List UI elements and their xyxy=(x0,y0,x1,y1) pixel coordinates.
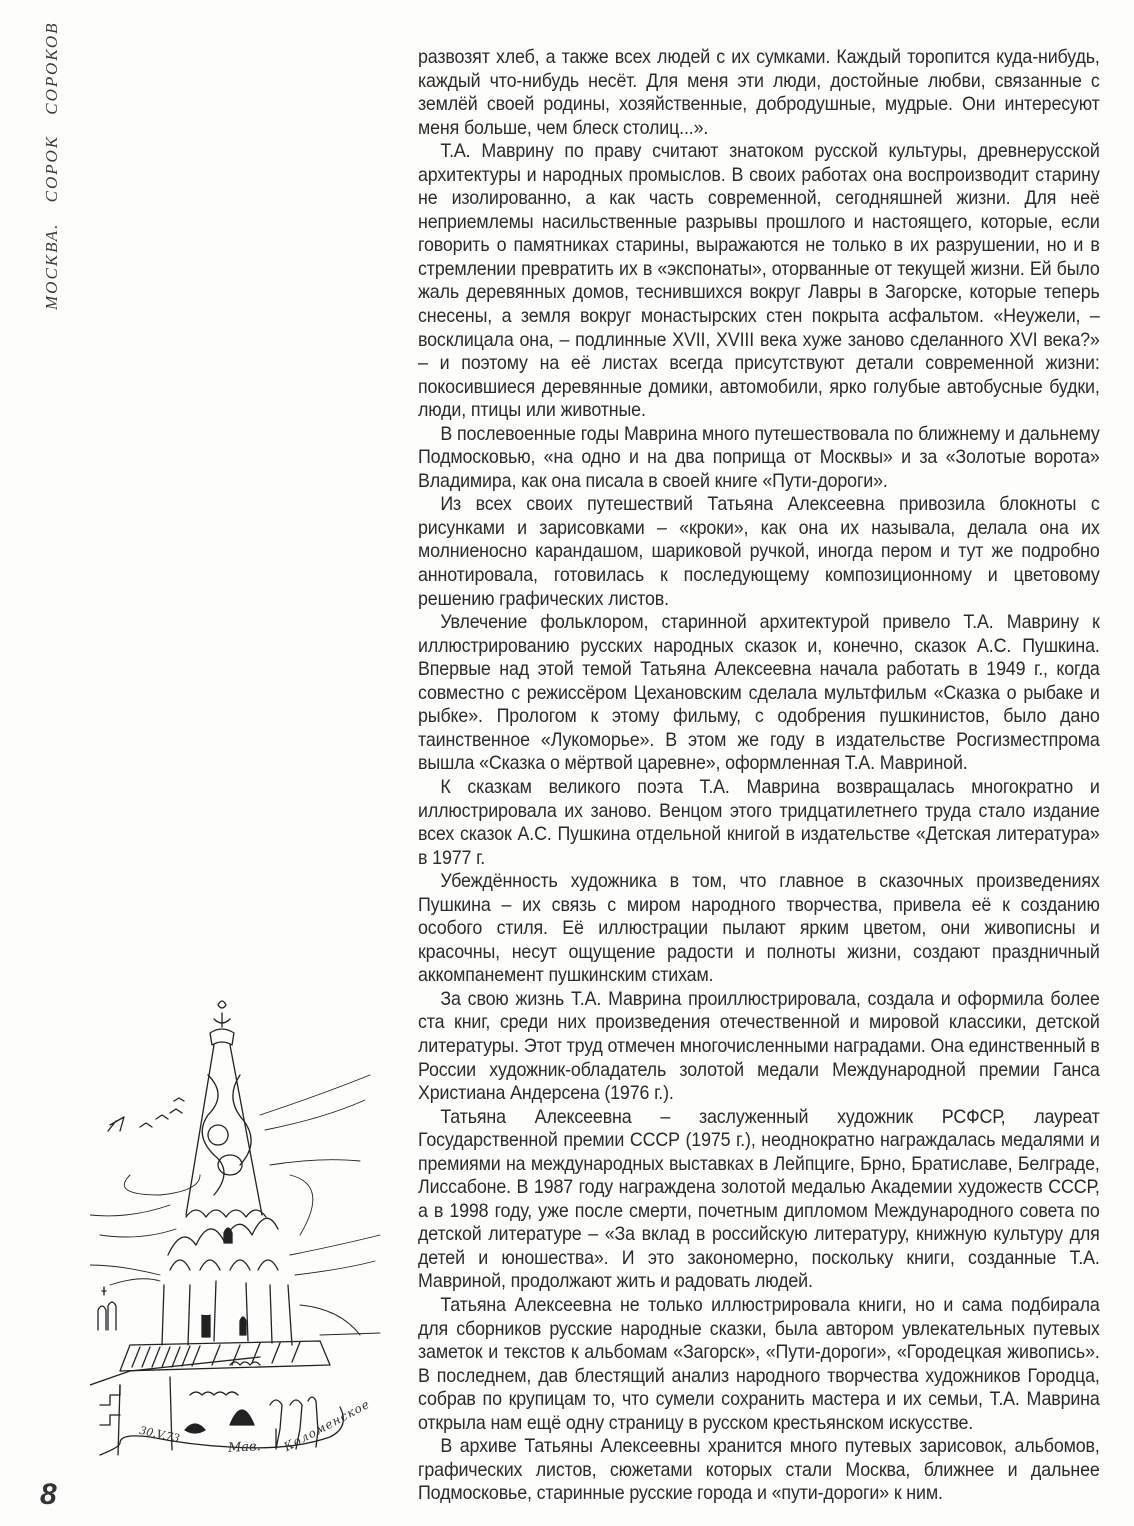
paragraph: Убеждённость художника в том, что главное в сказочных произведениях Пушкина – их связь с миром народного творчества, привела её к созданию особого стиля. Её иллюстрации пылают ярким цветом, они живописны и красочны, несут ощущение радости и полноты жизни, создают праздничный аккомпанемент пушкинским стихам. xyxy=(418,871,1100,987)
birds xyxy=(108,1098,184,1131)
running-head xyxy=(42,21,62,310)
church-walls xyxy=(162,1281,292,1345)
sketch-date: 30.V.73 xyxy=(138,1423,181,1446)
finial xyxy=(210,1001,234,1045)
paragraph: В архиве Татьяны Алексеевны хранится много путевых зарисовок, альбомов, графических листов, сюжетами которых стали Москва, ближнее и дальнее Подмосковье, старинные русские города и «пути-дороги» к ним. xyxy=(418,1436,1100,1505)
arches xyxy=(185,1362,260,1433)
paragraph: Татьяна Алексеевна не только иллюстрировала книги, но и сама подбирала для сборников русские народные сказки, была автором увлекательных путевых заметок и текстов к альбомам «Загорск», «Пути-дороги», «Городецкая живопись». В последнем, дав блестящий анализ народного творчества художников Городца, собрав по крупицам то, что сумели сохранить мастера и их семьи, Т.А. Маврина открыла нам ещё одну страницу в русском крестьянском искусстве. xyxy=(418,1294,1100,1434)
running-head-title-1: СОРОК xyxy=(42,134,61,203)
running-head-title-2: СОРОКОВ xyxy=(42,21,61,115)
tent-roof xyxy=(186,1045,262,1215)
paragraph: развозят хлеб, а также всех людей с их сумками. Каждый торопится куда-нибудь, каждый что-нибудь несёт. Для меня эти люди, достойные любви, связанные с землёй своей родины, хозяйственные, добродушные, мудрые. Они интересуют меня больше, чем блеск столиц...». xyxy=(418,47,1100,139)
paragraph: Из всех своих путешествий Татьяна Алексеевна привозила блокноты с рисунками и зарисовками – «кроки», как она их называла, делала она их молниеносно карандашом, шариковой ручкой, иногда пером и тут же подробно аннотировала, готовилась к последующему композиционному и цветовому решению графических листов. xyxy=(418,494,1100,610)
paragraph: Т.А. Маврину по праву считают знатоком русской культуры, древнерусской архитектуры и народных промыслов. В своих работах она воспроизводит старину не изолированно, а как часть современной, сегодняшней жизни. Для неё неприемлемы насильственные разрывы прошлого и настоящего, которые, если говорить о памятниках старины, выражаются не только в их разрушении, но и в стремлении превратить их в «экспонаты», оторванные от текущей жизни. Ей было жаль деревянных домов, теснившихся вокруг Лавры в Загорске, которые теперь снесены, а земля вокруг монастырских стен покрыта асфальтом. «Неужели, – восклицала она, – подлинные XVII, XVIII века хуже заново сделанного XVI века?» – и поэтому на её листах всегда присутствуют детали современной жизни: покосившиеся деревянные домики, автомобили, ярко голубые автобусные будки, люди, птицы или животные. xyxy=(418,141,1100,422)
paragraph: Увлечение фольклором, старинной архитектурой привело Т.А. Маврину к иллюстрированию русских народных сказок и, конечно, сказок А.С. Пушкина. Впервые над этой темой Татьяна Алексеевна начала работать в 1949 г., когда совместно с режиссёром Цехановским сделала мультфильм «Сказка о рыбаке и рыбке». Прологом к этому фильму, с одобрения пушкинистов, было дано таинственное «Лукоморье». В этом же году в издательстве Росгизместпрома вышла «Сказка о мёртвой царевне», оформленная Т.А. Мавриной. xyxy=(418,612,1100,775)
church-sketch-illustration xyxy=(90,985,410,1465)
kokoshnik-tiers xyxy=(168,1210,278,1270)
distant-church xyxy=(98,1287,116,1330)
article-body xyxy=(418,46,1100,1506)
sketch-signature: Мав. xyxy=(227,1439,262,1456)
paragraph: Татьяна Алексеевна – заслуженный художник РСФСР, лауреат Государственной премии СССР (1975 г.), неоднократно награждалась медалями и премиями на международных выставках в Лейпциге, Брно, Братиславе, Белграде, Лиссабоне. В 1987 году награждена золотой медалью Академии художеств СССР, а в 1998 году, уже после смерти, почетным дипломом Международного совета по детской литературе – «За вклад в российскую литературу, книжную культуру для детей и юношества». И это закономерно, поскольку книги, созданные Т.А. Мавриной, продолжают жить и радовать людей. xyxy=(418,1106,1100,1293)
sky-strokes xyxy=(90,1075,380,1335)
sketch-place: Коломенское xyxy=(281,1396,373,1454)
running-head-city: МОСКВА. xyxy=(42,222,61,310)
paragraph: К сказкам великого поэта Т.А. Маврина возвращалась многократно и иллюстрировала их заново. Венцом этого тридцатилетнего труда стало издание всех сказок А.С. Пушкина отдельной книгой в издательстве «Детская литература» в 1977 г. xyxy=(418,776,1100,869)
page-number: 8 xyxy=(40,1478,57,1511)
paragraph: За свою жизнь Т.А. Маврина проиллюстрировала, создала и оформила более ста книг, среди них произведения отечественной и мировой классики, детской литературы. Этот труд отмечен многочисленными наградами. Она единственный в России художник-обладатель золотой медали Международной премии Ганса Христиана Андерсена (1976 г.). xyxy=(418,988,1100,1105)
paragraph: В послевоенные годы Маврина много путешествовала по ближнему и дальнему Подмосковью, «на одно и на два поприща от Москвы» и за «Золотые ворота» Владимира, как она писала в своей книге «Пути-дороги». xyxy=(418,423,1100,492)
